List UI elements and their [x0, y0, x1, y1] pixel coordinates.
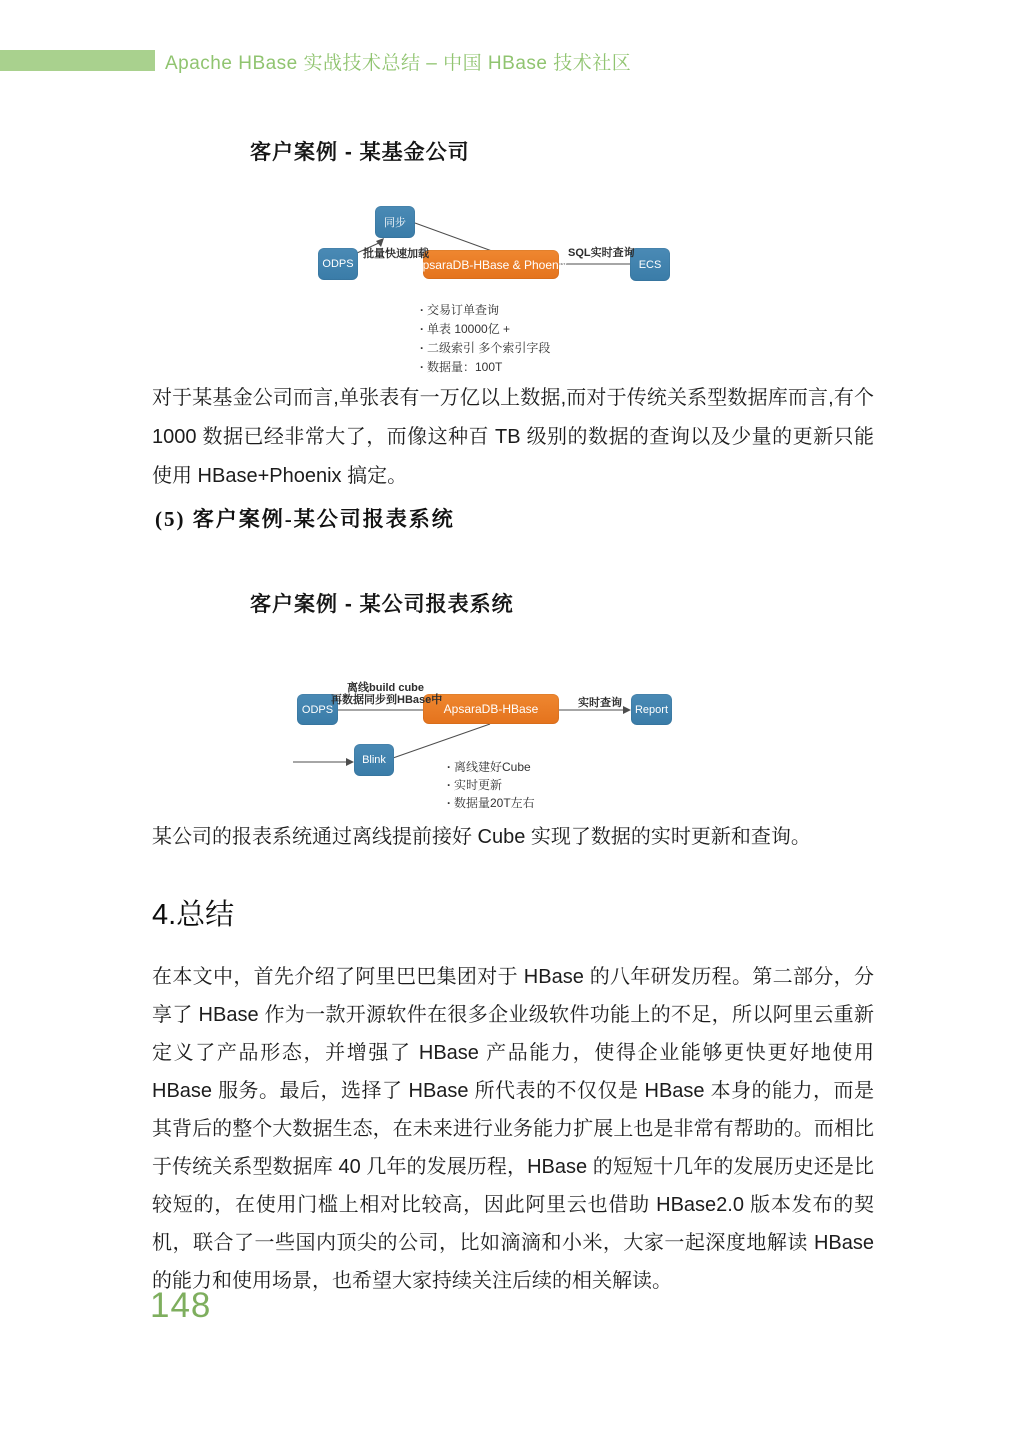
node-apsaradb-hbase-label: ApsaraDB-HBase: [443, 702, 539, 716]
edge-blink-to-hbase: [393, 724, 490, 758]
edge-label-realtime-query: 实时查询: [578, 697, 622, 709]
summary-heading: 4.总结: [152, 899, 235, 931]
page-number: 148: [150, 1286, 212, 1325]
node-ecs: [630, 248, 670, 281]
edge-label-offline-cube: 离线build cube: [347, 682, 424, 694]
edge-label-sync-to-hbase: 再数据同步到HBase中: [331, 694, 443, 706]
node-odps-1: [318, 248, 358, 280]
node-blink-label: Blink: [362, 754, 386, 766]
bullet-item: · 二级索引 多个索引字段: [420, 339, 550, 358]
arrowhead-report: [623, 706, 631, 714]
node-odps-2-label: ODPS: [301, 703, 334, 716]
header-accent-bar: [0, 50, 155, 71]
paragraph-fund-company: 对于某基金公司而言,单张表有一万亿以上数据,而对于传统关系型数据库而言,有个 1000 数据已经非常大了，而像这种百 TB 级别的数据的查询以及少量的更新只能使用 HBase+Phoenix 搞定。: [152, 387, 874, 487]
node-hbase-phoenix: [414, 250, 568, 279]
summary-paragraph: 在本文中，首先介绍了阿里巴巴集团对于 HBase 的八年研发历程。第二部分，分享了 HBase 作为一款开源软件在很多企业级软件功能上的不足，所以阿里云重新定义了产品形态，并增强了 HBase 产品能力，使得企业能够更快更好地使用 HBase 服务。最后，选择了 HBase 所代表的不仅仅是 HBase 本身的能力，而是其背后的整个大数据生态，在未来进行业务能力扩展上也是非常有帮助的。而相比于传统关系型数据库 40 几年的发展历程，HBase 的短短十几年的发展历史还是比较短的，在使用门槛上相对比较高，因此阿里云也借助 HBase2.0 版本发布的契机，联合了一些国内顶尖的公司，比如滴滴和小米，大家一起深度地解读 HBase 的能力和使用场景，也希望大家持续关注后续的相关解读。: [152, 966, 874, 1292]
bullet-item: · 数据量：100T: [420, 358, 550, 377]
bullet-item: · 实时更新: [447, 776, 535, 794]
node-sync: [375, 206, 415, 238]
edge-label-sql-query: SQL实时查询: [568, 247, 635, 259]
bullet-item: · 交易订单查询: [420, 301, 550, 320]
node-report-label: Report: [634, 703, 669, 716]
node-ecs-label: ECS: [638, 258, 662, 271]
node-blink: [354, 744, 394, 776]
bullet-item: · 离线建好Cube: [447, 758, 535, 776]
bullet-item: · 单表 10000亿 +: [420, 320, 550, 339]
bullet-item: · 数据量20T左右: [447, 794, 535, 812]
node-report: [631, 694, 672, 725]
node-apsaradb-hbase: [423, 694, 559, 724]
diagram2-title: 客户案例 - 某公司报表系统: [250, 593, 514, 616]
paragraph-report-system: 某公司的报表系统通过离线提前接好 Cube 实现了数据的实时更新和查询。: [152, 826, 811, 848]
node-hbase-phoenix-label: ApsaraDB-HBase & Phoenix: [414, 257, 568, 272]
arrowhead-blink: [346, 758, 354, 766]
diagram1-bullet-list: [420, 301, 550, 377]
section5-heading: (5) 客户案例-某公司报表系统: [155, 507, 455, 531]
node-sync-label: 同步: [384, 217, 406, 229]
node-odps-1-label: ODPS: [322, 258, 354, 270]
edge-label-bulk-load: 批量快速加载: [363, 248, 429, 260]
diagram1-title: 客户案例 - 某基金公司: [250, 141, 470, 164]
header-title: Apache HBase 实战技术总结 – 中国 HBase 技术社区: [165, 53, 632, 74]
diagram2-bullet-list: [447, 758, 535, 812]
